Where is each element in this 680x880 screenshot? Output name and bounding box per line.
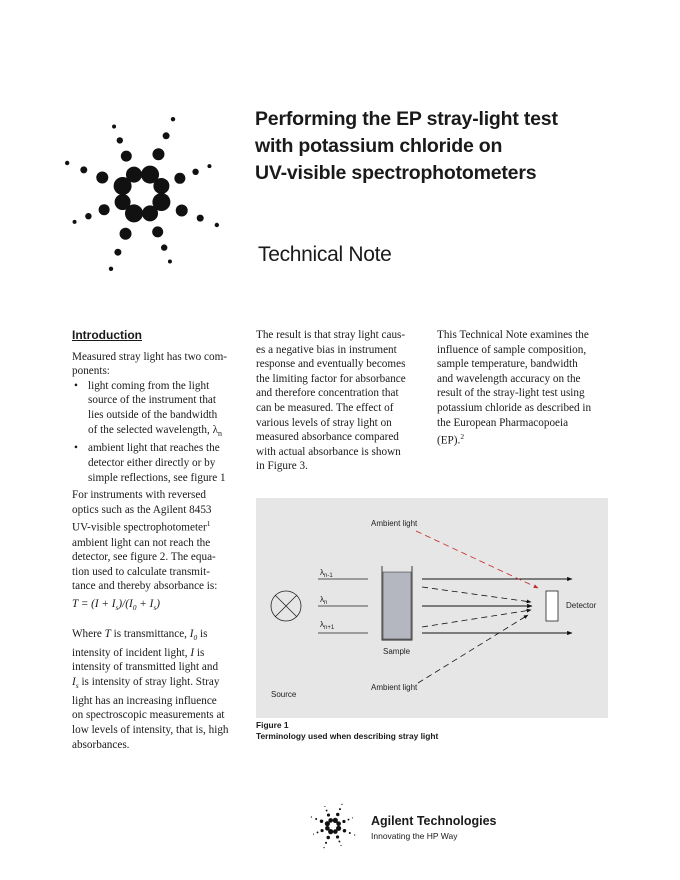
logo-dot [197, 215, 204, 222]
t: (EP). [437, 434, 461, 447]
list-line-text: of the selected wavelength, λ [88, 423, 218, 436]
t: is intensity of stray light. Stray [78, 676, 220, 689]
intro-lead [72, 350, 244, 379]
para-line: and wavelength accuracy on the [437, 372, 581, 385]
logo-dot [327, 836, 330, 839]
t: I [189, 628, 194, 640]
lambda-n-label [320, 595, 327, 606]
para-line: various levels of stray light on [256, 416, 392, 429]
para-line: measured absorbance compared [256, 431, 399, 444]
logo-dot [120, 228, 132, 240]
t: λ [320, 568, 324, 577]
t: λ [320, 595, 324, 604]
document-type: Technical Note [258, 243, 392, 266]
lambda-n-plus-1-label [320, 620, 335, 631]
figure-1-diagram [256, 498, 608, 718]
stray-light-effect-paragraph [256, 328, 426, 474]
figure-number: Figure 1 [256, 720, 289, 730]
logo-dot [343, 829, 346, 832]
sample-label: Sample [383, 647, 411, 656]
title-line-3: UV-visible spectrophotometers [255, 162, 537, 184]
para-line: low levels of intensity, that is, high [72, 724, 229, 737]
list-item [72, 441, 244, 485]
logo-dot [115, 194, 131, 210]
t: I [72, 676, 76, 689]
t: I [190, 646, 195, 659]
para-line: optics such as the Agilent 8453 [72, 503, 212, 516]
t: is transmittance, [110, 628, 190, 640]
para-line: on spectroscopic measurements at [72, 709, 225, 722]
logo-dot [328, 818, 333, 823]
logo-dot [121, 151, 132, 162]
para-line: result of the stray-light test using [437, 387, 585, 400]
ambient-ray-top [416, 531, 538, 588]
t: is [197, 628, 208, 640]
source-label: Source [271, 690, 297, 699]
logo-dot [348, 819, 350, 821]
logo-dot [85, 213, 91, 219]
logo-dot [325, 842, 327, 844]
para-line-text: UV-visible spectrophotometer [72, 521, 207, 534]
list-line: simple reflections, see figure 1 [88, 471, 226, 484]
logo-dot [349, 832, 351, 834]
logo-dot [315, 818, 317, 820]
logo-dot [354, 834, 355, 835]
logo-dot [311, 816, 312, 817]
t: T [104, 628, 111, 640]
t: n+1 [324, 625, 335, 631]
stray-ray [422, 587, 531, 602]
t: 0 [193, 633, 198, 643]
logo-dot [96, 172, 108, 184]
logo-dot [339, 808, 341, 810]
logo-dot [109, 267, 113, 271]
para-line: can be measured. The effect of [256, 401, 394, 414]
logo-dot [336, 821, 341, 826]
t: Where [72, 628, 105, 640]
figure-caption [256, 720, 438, 742]
logo-dot [65, 161, 69, 165]
t: n-1 [324, 573, 333, 579]
logo-dot [207, 164, 211, 168]
para-line: absorbances. [72, 738, 130, 751]
logo-dot [168, 259, 172, 263]
para-line [437, 430, 613, 448]
logo-dot [333, 829, 338, 834]
logo-dot [176, 204, 188, 216]
logo-dot [153, 178, 169, 194]
para-line [72, 646, 244, 661]
agilent-footer-logo [307, 800, 359, 852]
list-line: detector either directly or by [88, 456, 216, 469]
eq-part: ) [156, 598, 160, 610]
definitions-paragraph [72, 627, 244, 752]
para-line: tion used to calculate transmit- [72, 565, 210, 578]
para-line: the limiting factor for absorbance [256, 372, 406, 385]
logo-dot [163, 132, 170, 139]
logo-dot [324, 806, 325, 807]
eq-sub: s [115, 603, 119, 613]
para-line: response and eventually becomes [256, 358, 406, 371]
logo-dot [112, 125, 116, 129]
logo-dot [320, 829, 323, 832]
para-line: ambient light can not reach the [72, 536, 211, 549]
logo-dot [340, 845, 341, 846]
logo-dot [323, 847, 324, 848]
introduction-heading: Introduction [72, 328, 142, 342]
logo-dot [352, 817, 353, 818]
para-line: sample temperature, bandwidth [437, 358, 578, 371]
logo-dot [152, 148, 164, 160]
para-line: influence of sample composition, [437, 343, 587, 356]
eq-sub: s [153, 603, 157, 613]
para-line: The result is that stray light caus- [256, 329, 406, 341]
para-line: potassium chloride as described in [437, 401, 592, 414]
logo-dot [73, 220, 77, 224]
stray-ray [422, 610, 531, 627]
t: intensity of incident light, [72, 646, 191, 659]
reference-superscript: 1 [206, 519, 211, 529]
para-line: the European Pharmacopoeia [437, 416, 569, 429]
para-line: in Figure 3. [256, 460, 308, 473]
list-line: source of the instrument that [88, 394, 217, 407]
para-line: detector, see figure 2. The equa- [72, 551, 216, 564]
list-item [72, 379, 244, 442]
stray-light-diagram [256, 498, 608, 718]
introduction-section [72, 328, 244, 485]
eq-sub: 0 [132, 603, 137, 613]
figure-caption-text: Terminology used when describing stray light [256, 731, 439, 741]
logo-dot [142, 205, 158, 221]
logo-dot [152, 226, 163, 237]
eq-part: T = (I + I [72, 598, 116, 610]
logo-dot [117, 137, 123, 143]
list-line: lies outside of the bandwidth [88, 408, 218, 421]
title-line-2: with potassium chloride on [255, 135, 503, 157]
logo-dot [161, 244, 167, 250]
logo-dot [326, 810, 328, 812]
company-tagline: Innovating the HP Way [371, 831, 458, 841]
intro-lead-line: ponents: [72, 365, 110, 378]
logo-dot [171, 117, 175, 121]
logo-dot [336, 813, 339, 816]
t: λ [320, 620, 324, 629]
logo-dot [215, 223, 219, 227]
title-line-1: Performing the EP stray-light test [255, 108, 558, 130]
reference-superscript: 2 [460, 432, 465, 442]
logo-dot [99, 204, 110, 215]
ambient-light-top-label: Ambient light [371, 519, 418, 528]
lambda-n-minus-1-label [320, 568, 333, 579]
logo-dot [327, 813, 330, 816]
ambient-light-bottom-label: Ambient light [371, 683, 418, 692]
list-line [88, 423, 244, 442]
logo-dot [174, 173, 185, 184]
para-line [72, 675, 244, 694]
logo-dot [342, 820, 345, 823]
eq-part: )/(I [118, 598, 133, 610]
t: is [194, 646, 205, 659]
sample-cuvette [382, 566, 412, 640]
logo-dot [338, 841, 340, 843]
para-line [72, 627, 244, 646]
t: s [75, 681, 79, 691]
para-line: and therefore concentration that [256, 387, 399, 400]
detector-label: Detector [566, 601, 597, 610]
eq-part: + I [136, 598, 154, 610]
logo-dot [192, 169, 198, 175]
light-source-icon [271, 591, 301, 621]
para-line: For instruments with reversed [72, 489, 206, 501]
stray-light-components-list [72, 379, 244, 485]
t: n [324, 600, 328, 606]
para-line: with actual absorbance is shown [256, 445, 401, 458]
logo-dot [126, 167, 142, 183]
para-line: light has an increasing influence [72, 694, 217, 707]
logo-dot [317, 831, 319, 833]
para-line [72, 517, 244, 535]
logo-dot [325, 826, 330, 831]
para-line: intensity of transmitted light and [72, 661, 219, 674]
page-title [255, 106, 595, 187]
logo-dot [114, 249, 121, 256]
para-line: tance and thereby absorbance is: [72, 580, 218, 593]
para-line: es a negative bias in instrument [256, 343, 397, 356]
logo-dot [313, 833, 314, 834]
list-line: • ambient light that reaches the [88, 442, 220, 455]
para-line: This Technical Note examines the [437, 329, 589, 341]
detector-box [546, 591, 558, 621]
transmittance-equation [72, 597, 244, 616]
agilent-logo [52, 104, 232, 284]
reversed-optics-paragraph [72, 488, 244, 594]
scope-paragraph [437, 328, 613, 448]
list-line: • light coming from the light [88, 379, 210, 392]
intro-lead-line: Measured stray light has two com- [72, 350, 228, 363]
lambda-subscript: n [218, 428, 222, 438]
logo-dot [320, 820, 323, 823]
company-name: Agilent Technologies [371, 814, 497, 828]
logo-dot [80, 166, 87, 173]
logo-dot [341, 804, 342, 805]
logo-dot [336, 835, 339, 838]
